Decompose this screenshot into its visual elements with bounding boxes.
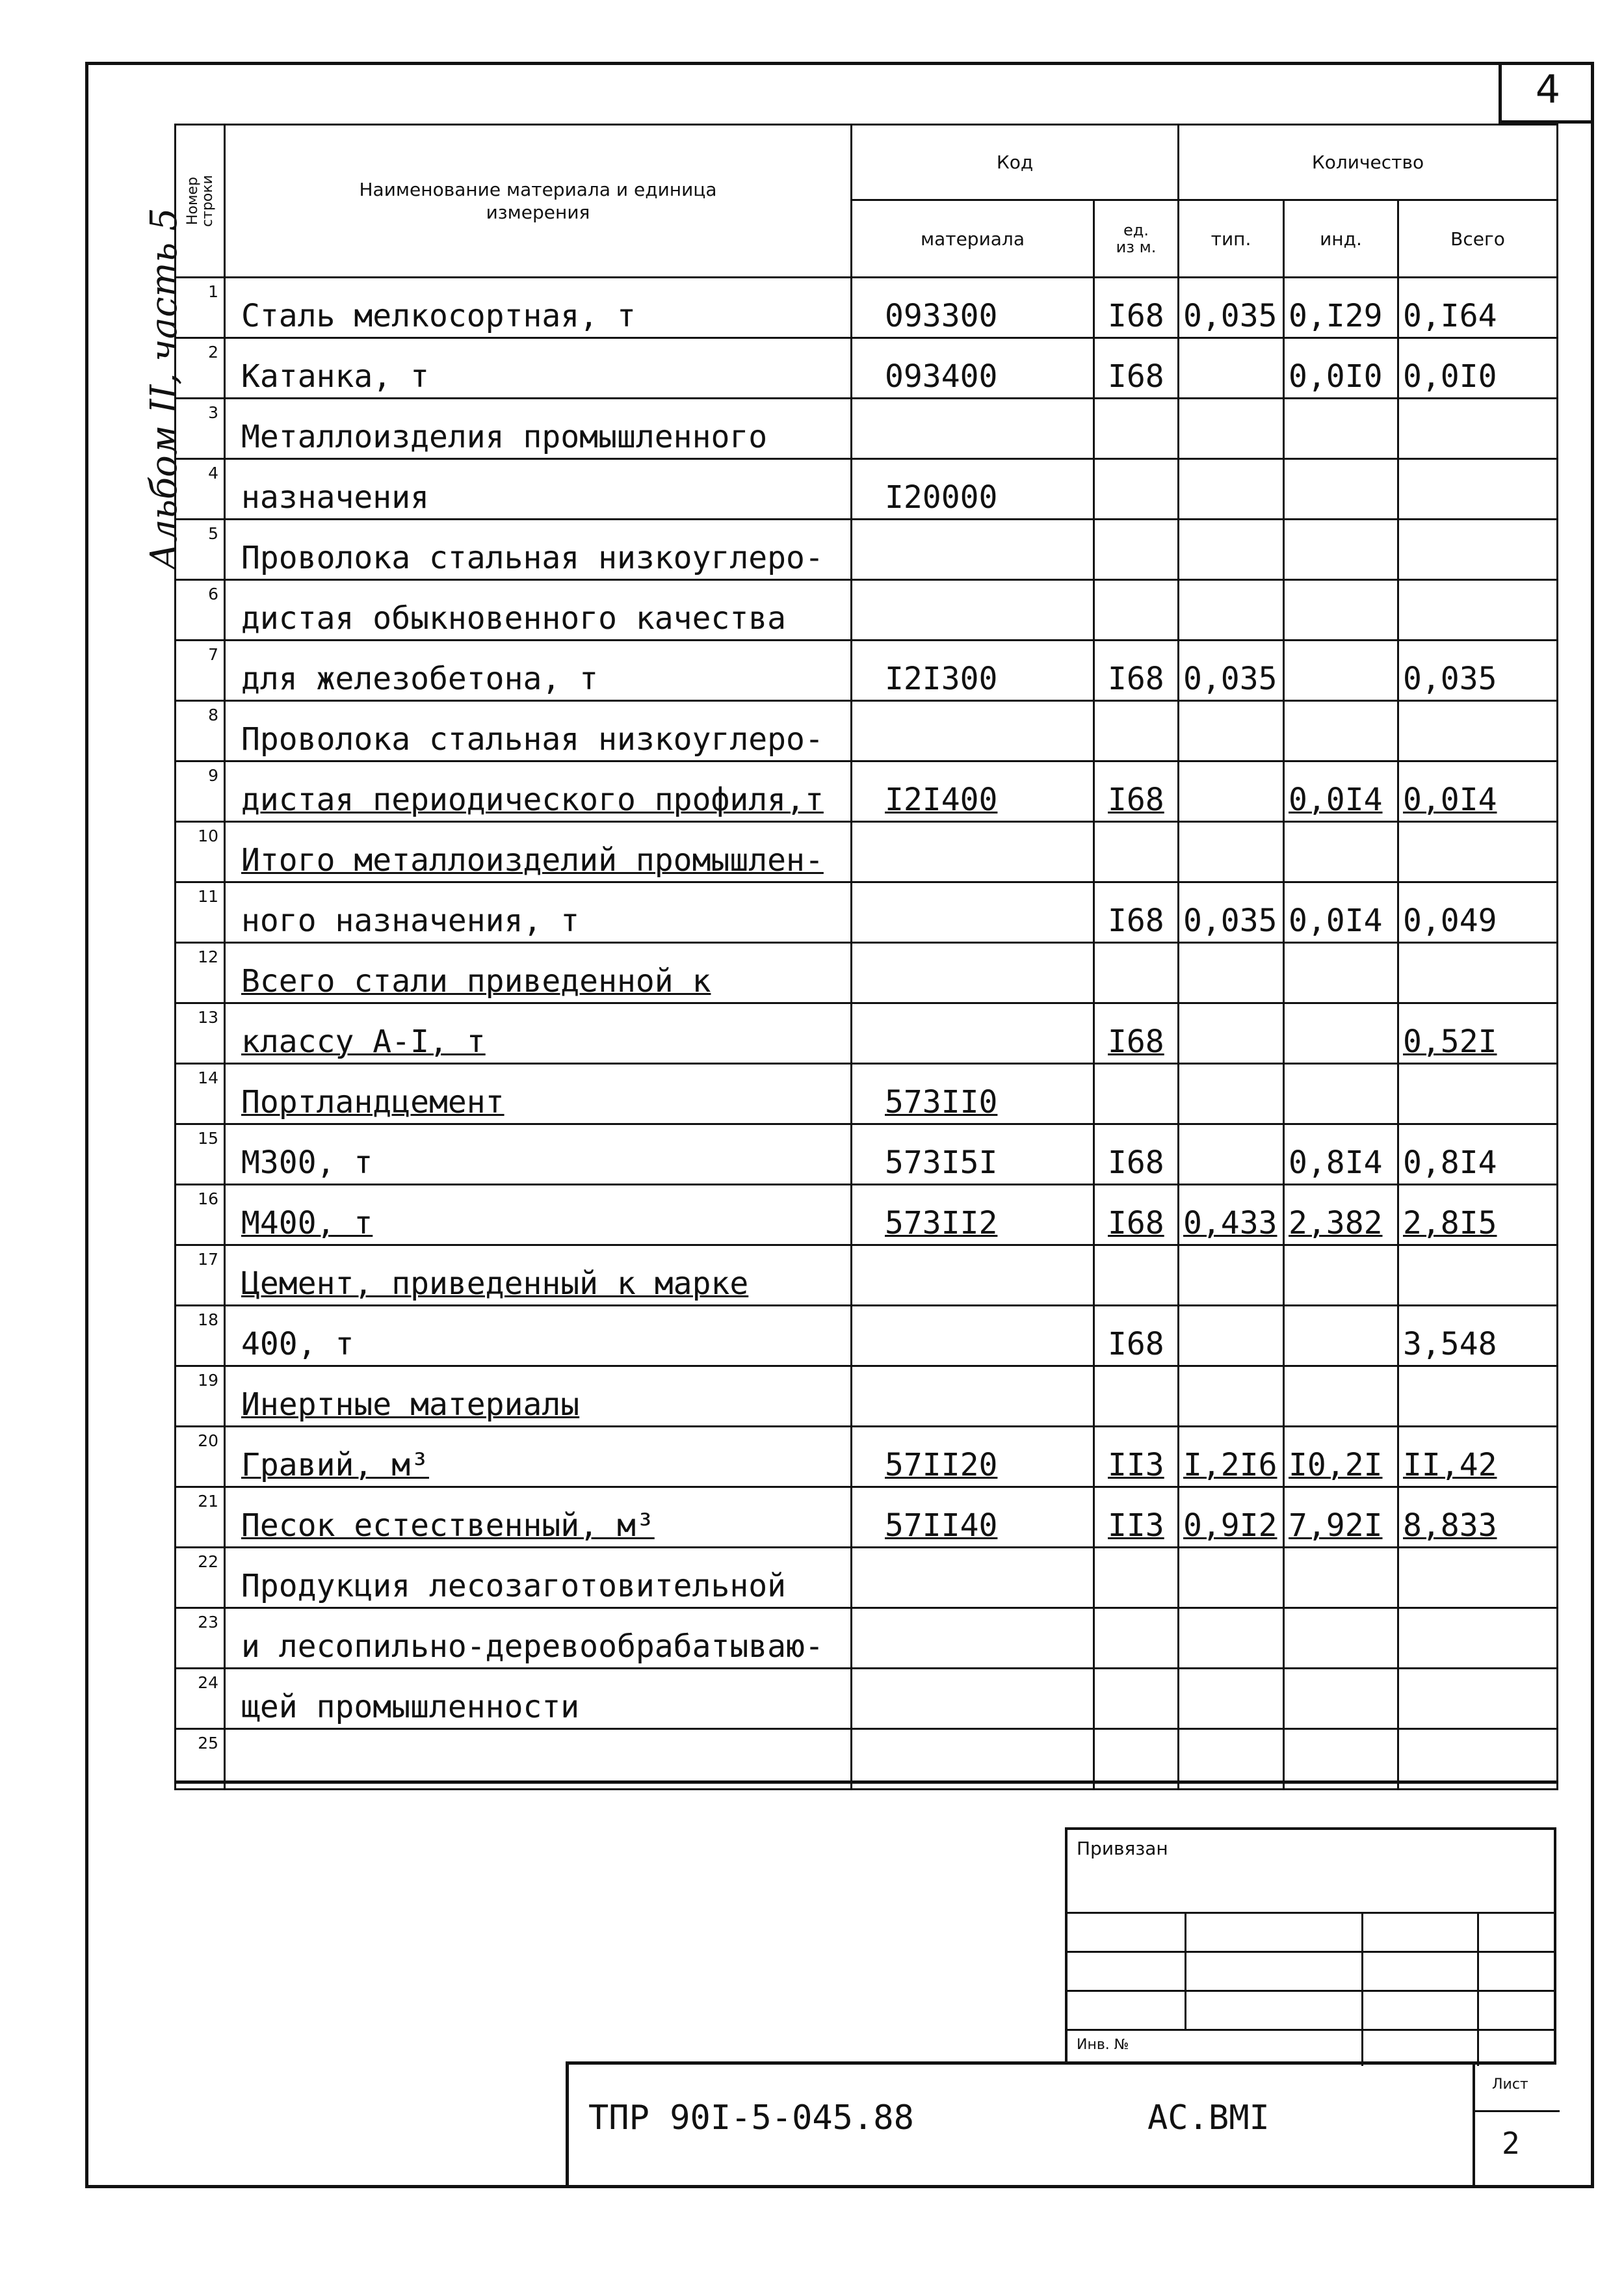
qty-ind [1284, 822, 1398, 882]
qty-typ [1179, 1064, 1284, 1124]
row-number: 3 [176, 399, 225, 459]
unit-code [1094, 459, 1179, 520]
row-number: 18 [176, 1306, 225, 1366]
material-code [852, 1366, 1094, 1427]
qty-typ [1179, 761, 1284, 822]
header-unit: ед. из м. [1094, 200, 1179, 278]
row-number: 22 [176, 1548, 225, 1608]
drawing-mark: АС.ВМI [1147, 2098, 1270, 2137]
album-label: Альбом II, часть 5 [143, 207, 185, 570]
material-name: Продукция лесозаготовительной [225, 1548, 852, 1608]
material-name: дистая периодического профиля,т [225, 761, 852, 822]
material-code [852, 399, 1094, 459]
qty-total [1398, 1608, 1558, 1669]
qty-ind [1284, 1548, 1398, 1608]
qty-typ: 0,433 [1179, 1185, 1284, 1245]
table-row [176, 1185, 1558, 1245]
material-name: Металлоизделия промышленного [225, 399, 852, 459]
qty-typ [1179, 1003, 1284, 1064]
qty-total: 0,049 [1398, 882, 1558, 943]
qty-ind: 0,8I4 [1284, 1124, 1398, 1185]
table-row [176, 520, 1558, 580]
material-name: Песок естественный, м³ [225, 1487, 852, 1548]
unit-code: II3 [1094, 1427, 1179, 1487]
table-row [176, 1366, 1558, 1427]
table-row [176, 1124, 1558, 1185]
table-row [176, 1245, 1558, 1306]
unit-code [1094, 1608, 1179, 1669]
qty-typ [1179, 580, 1284, 641]
qty-typ: I,2I6 [1179, 1427, 1284, 1487]
qty-ind [1284, 943, 1398, 1003]
table-row [176, 943, 1558, 1003]
qty-total [1398, 701, 1558, 761]
table-row [176, 459, 1558, 520]
qty-typ [1179, 399, 1284, 459]
material-name: и лесопильно-деревообрабатываю- [225, 1608, 852, 1669]
qty-ind: 0,I29 [1284, 278, 1398, 338]
header-typ: тип. [1179, 200, 1284, 278]
table-row [176, 580, 1558, 641]
material-name: Инертные материалы [225, 1366, 852, 1427]
document-code: ТПР 90I-5-045.88 [588, 2098, 914, 2137]
material-code [852, 1245, 1094, 1306]
table-row [176, 701, 1558, 761]
unit-code [1094, 520, 1179, 580]
qty-total [1398, 1669, 1558, 1729]
sheet-label: Лист [1492, 2076, 1528, 2093]
unit-code [1094, 399, 1179, 459]
qty-ind [1284, 641, 1398, 701]
header-material: материала [852, 200, 1094, 278]
qty-ind [1284, 520, 1398, 580]
material-code: 573II0 [852, 1064, 1094, 1124]
unit-code: I68 [1094, 761, 1179, 822]
table-row [176, 822, 1558, 882]
qty-typ [1179, 1124, 1284, 1185]
qty-total [1398, 399, 1558, 459]
material-code: 57II40 [852, 1487, 1094, 1548]
qty-total: 3,548 [1398, 1306, 1558, 1366]
row-number: 5 [176, 520, 225, 580]
qty-typ: 0,035 [1179, 882, 1284, 943]
material-code [852, 580, 1094, 641]
row-number: 21 [176, 1487, 225, 1548]
table-row [176, 1548, 1558, 1608]
material-name: дистая обыкновенного качества [225, 580, 852, 641]
material-name: щей промышленности [225, 1669, 852, 1729]
table-row [176, 1064, 1558, 1124]
table-row [176, 882, 1558, 943]
material-name: М300, т [225, 1124, 852, 1185]
stamp-inv-no-label: Инв. № [1077, 2037, 1129, 2053]
qty-total: 0,52I [1398, 1003, 1558, 1064]
header-name: Наименование материала и единица измерения [225, 125, 852, 278]
qty-total [1398, 943, 1558, 1003]
row-number: 20 [176, 1427, 225, 1487]
row-number: 10 [176, 822, 225, 882]
row-number: 6 [176, 580, 225, 641]
material-code: 093400 [852, 338, 1094, 399]
unit-code [1094, 701, 1179, 761]
qty-typ [1179, 943, 1284, 1003]
qty-ind [1284, 399, 1398, 459]
material-name: назначения [225, 459, 852, 520]
table-bottom-rule [174, 1780, 1556, 1784]
row-number: 12 [176, 943, 225, 1003]
qty-total: 0,I64 [1398, 278, 1558, 338]
unit-code [1094, 822, 1179, 882]
material-name: классу А-I, т [225, 1003, 852, 1064]
material-name: ного назначения, т [225, 882, 852, 943]
stamp-block [1065, 1827, 1556, 2063]
unit-code [1094, 580, 1179, 641]
material-code [852, 701, 1094, 761]
row-number: 14 [176, 1064, 225, 1124]
page-number-box [1499, 62, 1594, 124]
unit-code: I68 [1094, 338, 1179, 399]
qty-typ: 0,035 [1179, 278, 1284, 338]
row-number: 16 [176, 1185, 225, 1245]
material-name: Проволока стальная низкоуглеро- [225, 520, 852, 580]
qty-typ: 0,9I2 [1179, 1487, 1284, 1548]
table-row [176, 1003, 1558, 1064]
material-code: I2I400 [852, 761, 1094, 822]
material-name: для железобетона, т [225, 641, 852, 701]
qty-total [1398, 1548, 1558, 1608]
qty-typ [1179, 1548, 1284, 1608]
material-code [852, 1669, 1094, 1729]
header-ind: инд. [1284, 200, 1398, 278]
qty-ind [1284, 1003, 1398, 1064]
title-block [566, 2061, 1556, 2188]
row-number: 11 [176, 882, 225, 943]
qty-typ [1179, 1608, 1284, 1669]
qty-ind [1284, 459, 1398, 520]
qty-total [1398, 459, 1558, 520]
qty-ind [1284, 701, 1398, 761]
table-row [176, 278, 1558, 338]
qty-total [1398, 1245, 1558, 1306]
material-name: Цемент, приведенный к марке [225, 1245, 852, 1306]
material-code: 573I5I [852, 1124, 1094, 1185]
material-code: I2I300 [852, 641, 1094, 701]
unit-code [1094, 1245, 1179, 1306]
qty-typ [1179, 338, 1284, 399]
material-code [852, 1003, 1094, 1064]
material-code [852, 1608, 1094, 1669]
qty-ind: 0,0I4 [1284, 761, 1398, 822]
qty-ind: 0,0I4 [1284, 882, 1398, 943]
material-name: 400, т [225, 1306, 852, 1366]
table-row [176, 761, 1558, 822]
material-name: Портландцемент [225, 1064, 852, 1124]
qty-ind: I0,2I [1284, 1427, 1398, 1487]
material-name: Катанка, т [225, 338, 852, 399]
qty-total [1398, 580, 1558, 641]
qty-total [1398, 822, 1558, 882]
unit-code: I68 [1094, 641, 1179, 701]
material-code: 57II20 [852, 1427, 1094, 1487]
qty-ind [1284, 1669, 1398, 1729]
qty-ind [1284, 1366, 1398, 1427]
row-number: 7 [176, 641, 225, 701]
qty-ind: 2,382 [1284, 1185, 1398, 1245]
qty-ind [1284, 1608, 1398, 1669]
material-code: 093300 [852, 278, 1094, 338]
unit-code: I68 [1094, 882, 1179, 943]
qty-total: 2,8I5 [1398, 1185, 1558, 1245]
table-row [176, 1669, 1558, 1729]
material-code [852, 1306, 1094, 1366]
qty-total [1398, 520, 1558, 580]
qty-typ [1179, 459, 1284, 520]
unit-code [1094, 1669, 1179, 1729]
material-code: I20000 [852, 459, 1094, 520]
qty-total [1398, 1366, 1558, 1427]
qty-total [1398, 1064, 1558, 1124]
qty-total: 0,035 [1398, 641, 1558, 701]
qty-ind: 7,92I [1284, 1487, 1398, 1548]
unit-code [1094, 943, 1179, 1003]
material-code [852, 822, 1094, 882]
qty-typ [1179, 1669, 1284, 1729]
table-row [176, 1306, 1558, 1366]
unit-code: I68 [1094, 1185, 1179, 1245]
material-name: Проволока стальная низкоуглеро- [225, 701, 852, 761]
qty-typ [1179, 822, 1284, 882]
unit-code: I68 [1094, 278, 1179, 338]
material-name: Итого металлоизделий промышлен- [225, 822, 852, 882]
unit-code: I68 [1094, 1124, 1179, 1185]
header-code-group: Код [852, 125, 1179, 200]
row-number: 25 [176, 1729, 225, 1790]
qty-total: 0,0I0 [1398, 338, 1558, 399]
row-number: 23 [176, 1608, 225, 1669]
unit-code [1094, 1064, 1179, 1124]
material-code [852, 1548, 1094, 1608]
table-row [176, 641, 1558, 701]
header-quantity-group: Количество [1179, 125, 1558, 200]
row-number: 4 [176, 459, 225, 520]
qty-ind [1284, 580, 1398, 641]
qty-typ [1179, 520, 1284, 580]
material-code [852, 943, 1094, 1003]
header-row-number: Номер строки [176, 125, 225, 278]
qty-ind [1284, 1306, 1398, 1366]
page-number: 4 [1535, 67, 1561, 112]
row-number: 2 [176, 338, 225, 399]
qty-ind: 0,0I0 [1284, 338, 1398, 399]
material-code [852, 520, 1094, 580]
header-total: Всего [1398, 200, 1558, 278]
row-number: 15 [176, 1124, 225, 1185]
qty-typ [1179, 1245, 1284, 1306]
row-number: 8 [176, 701, 225, 761]
qty-total: 0,0I4 [1398, 761, 1558, 822]
material-name: М400, т [225, 1185, 852, 1245]
unit-code [1094, 1548, 1179, 1608]
row-number: 19 [176, 1366, 225, 1427]
table-row [176, 1608, 1558, 1669]
material-name: Сталь мелкосортная, т [225, 278, 852, 338]
materials-table [174, 124, 1558, 1790]
row-number: 24 [176, 1669, 225, 1729]
material-code [852, 882, 1094, 943]
qty-typ: 0,035 [1179, 641, 1284, 701]
unit-code: I68 [1094, 1003, 1179, 1064]
qty-typ [1179, 1366, 1284, 1427]
row-number: 9 [176, 761, 225, 822]
table-row [176, 399, 1558, 459]
material-name: Гравий, м³ [225, 1427, 852, 1487]
row-number: 17 [176, 1245, 225, 1306]
qty-typ [1179, 701, 1284, 761]
row-number: 13 [176, 1003, 225, 1064]
qty-typ [1179, 1306, 1284, 1366]
unit-code [1094, 1366, 1179, 1427]
table-row [176, 338, 1558, 399]
material-name: Всего стали приведенной к [225, 943, 852, 1003]
qty-total: 8,833 [1398, 1487, 1558, 1548]
unit-code: II3 [1094, 1487, 1179, 1548]
qty-total: 0,8I4 [1398, 1124, 1558, 1185]
table-row [176, 1487, 1558, 1548]
sheet-number: 2 [1502, 2126, 1520, 2161]
stamp-attached-label: Привязан [1077, 1838, 1168, 1859]
unit-code: I68 [1094, 1306, 1179, 1366]
qty-ind [1284, 1064, 1398, 1124]
qty-ind [1284, 1245, 1398, 1306]
table-row [176, 1427, 1558, 1487]
row-number: 1 [176, 278, 225, 338]
material-code: 573II2 [852, 1185, 1094, 1245]
qty-total: II,42 [1398, 1427, 1558, 1487]
